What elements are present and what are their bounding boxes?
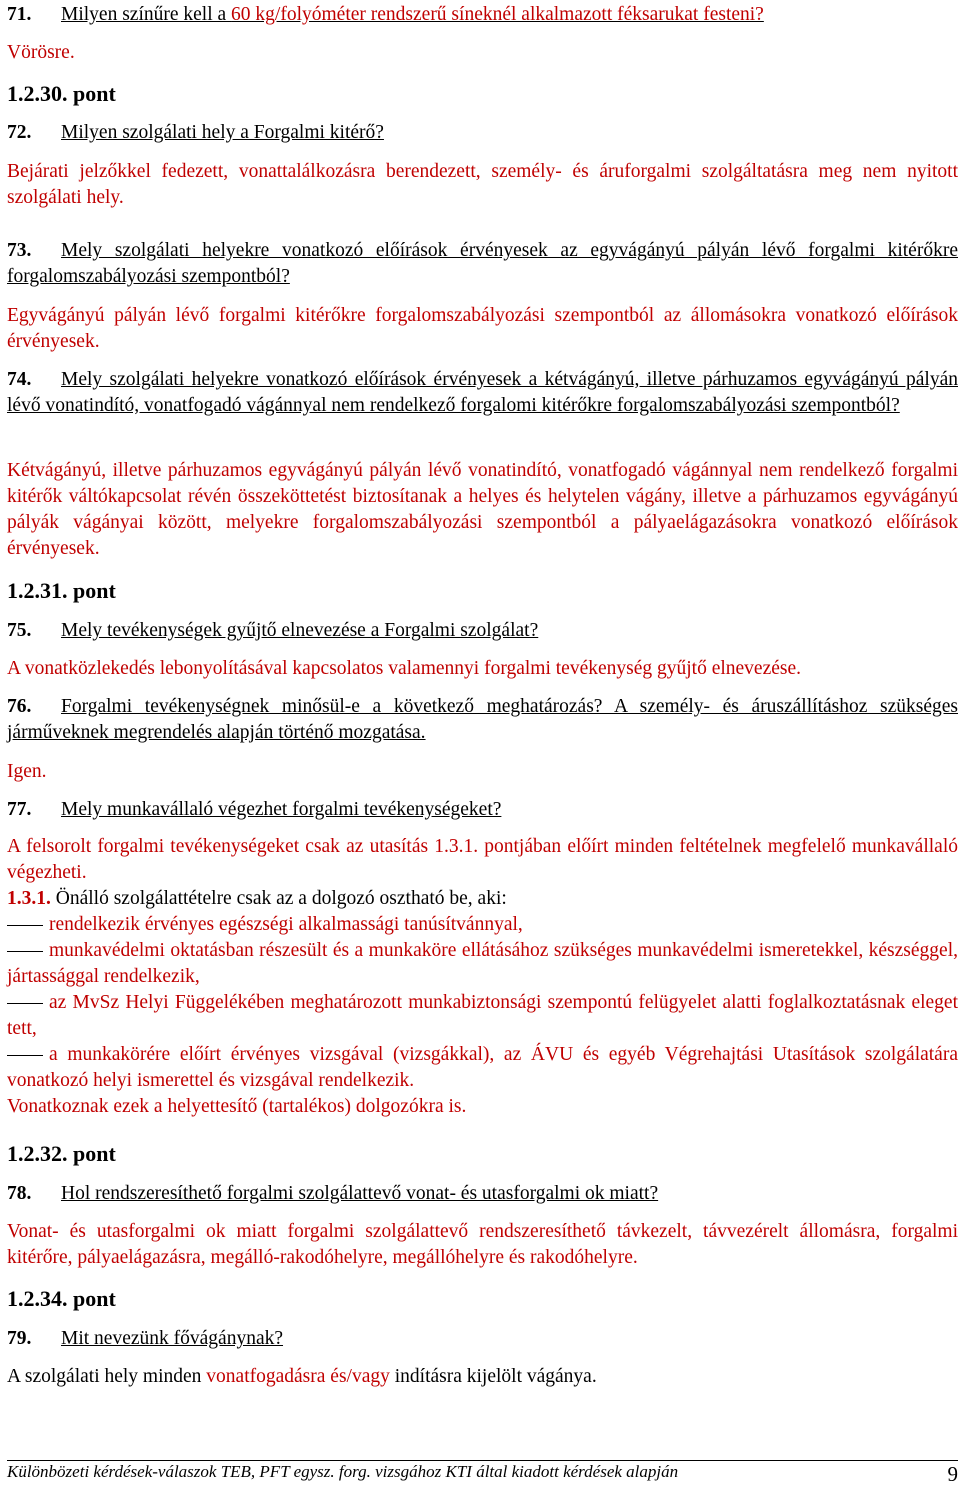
question-72: 72. Milyen szolgálati hely a Forgalmi kitérő?: [7, 122, 384, 143]
answer-71: Vörösre.: [7, 42, 75, 63]
question-78: 78. Hol rendszeresíthető forgalmi szolgálattevő vonat- és utasforgalmi ok miatt?: [7, 1183, 659, 1204]
page-footer: [7, 1460, 958, 1484]
question-77: 77. Mely munkavállaló végezhet forgalmi tevékenységeket?: [7, 799, 502, 820]
question-74: 74. Mely szolgálati helyekre vonatkozó előírások érvényesek a kétvágányú, illetve párhuzamos egyvágányú pályán lévő vonatindító, vonatfogadó vágánnyal nem rendelkező forgalomi kitérőkre forgalomszabályozási szempontból?: [7, 369, 958, 416]
answer-79: A szolgálati hely minden vonatfogadásra és/vagy indításra kijelölt vágánya.: [7, 1366, 597, 1387]
list-item: az MvSz Helyi Függelékében meghatározott munkabiztonsági szempontú felügyelet alatti foglalkoztatásnak eleget tett,: [7, 992, 958, 1039]
list-item: rendelkezik érvényes egészségi alkalmassági tanúsítvánnyal,: [7, 912, 958, 938]
answer-77: A felsorolt forgalmi tevékenységeket csak az utasítás 1.3.1. pontjában előírt minden feltételnek megfelelő munkavállaló végezheti. 1.3.1. Önálló szolgálattételre csak az a dolgozó osztható be, aki: rendelkezik érvényes egészségi alkalmassági tanúsítvánnyal, munkavédelmi oktatásban részesült és a munkaköre ellátásához szükséges munkavédelmi ismeretekkel, készséggel, jártassággal rendelkezik, az MvSz Helyi Függelékében meghatározott munkabiztonsági szempontú felügyelet alatti foglalkoztatásnak eleget tett, a munkakörére előírt érvényes vizsgával (vizsgákkal), az ÁVU és egyéb Végrehajtási Utasítások szolgálatára vonatkozó helyi ismerettel és vizsgával rendelkezik. Vonatkoznak ezek a helyettesítő (tartalékos) dolgozókra is.: [7, 836, 958, 1117]
page-number: 9: [947, 1462, 958, 1486]
question-79: 79. Mit nevezünk fővágánynak?: [7, 1328, 284, 1349]
question-75: 75. Mely tevékenységek gyűjtő elnevezése a Forgalmi szolgálat?: [7, 620, 539, 641]
question-number: 71.: [7, 4, 32, 25]
answer-78: Vonat- és utasforgalmi ok miatt forgalmi szolgálattevő rendszeresíthető távkezelt, távvezérelt állomásra, forgalmi kitérőre, pályaelágazásra, megálló-rakodóhelyre, megállóhelyre és rakodóhelyre.: [7, 1221, 958, 1268]
list-item: a munkakörére előírt érvényes vizsgával (vizsgákkal), az ÁVU és egyéb Végrehajtási Utasítások szolgálatára vonatkozó helyi ismerettel és vizsgával rendelkezik.: [7, 1044, 958, 1091]
section-heading: 1.2.34. pont: [7, 1286, 116, 1311]
dash-icon: [7, 951, 43, 952]
footer-divider: [7, 1460, 958, 1461]
list-item: munkavédelmi oktatásban részesült és a munkaköre ellátásához szükséges munkavédelmi ismeretekkel, készséggel, jártassággal rendelkezik,: [7, 940, 958, 987]
answer-73: Egyvágányú pályán lévő forgalmi kitérőkre forgalomszabályozási szempontból az állomásokra vonatkozó előírások érvényesek.: [7, 305, 958, 352]
answer-74: Kétvágányú, illetve párhuzamos egyvágányú pályán lévő vonatindító, vonatfogadó vágánnyal nem rendelkező forgalmi kitérők váltókapcsolat révén összeköttetést biztosítanak a helyes és helytelen vágány, illetve a párhuzamos egyvágányú pályák vágányai között, melyekre forgalomszabályozási szempontból a pályaelágazásokra vonatkozó előírások érvényesek.: [7, 460, 958, 559]
section-heading: 1.2.32. pont: [7, 1141, 116, 1166]
dash-icon: [7, 1003, 43, 1004]
section-heading: 1.2.30. pont: [7, 81, 116, 106]
section-heading: 1.2.31. pont: [7, 578, 116, 603]
answer-75: A vonatközlekedés lebonyolításával kapcsolatos valamennyi forgalmi tevékenység gyűjtő elnevezése.: [7, 658, 802, 679]
question-71: [7, 2, 958, 28]
question-73: 73. Mely szolgálati helyekre vonatkozó előírások érvényesek az egyvágányú pályán lévő forgalmi kitérőkre forgalomszabályozási szempontból?: [7, 240, 958, 287]
dash-icon: [7, 925, 43, 926]
question-text: Milyen színűre kell a 60 kg/folyóméter rendszerű síneknél alkalmazott féksarukat festeni?: [61, 4, 764, 25]
answer-76: Igen.: [7, 761, 47, 782]
footer-text: Különbözeti kérdések-válaszok TEB, PFT egysz. forg. vizsgához KTI által kiadott kérdések alapján: [7, 1462, 679, 1481]
answer-72: Bejárati jelzőkkel fedezett, vonattalálkozásra berendezett, személy- és áruforgalmi szolgáltatásra meg nem nyitott szolgálati hely.: [7, 161, 958, 208]
dash-icon: [7, 1055, 43, 1056]
question-76: 76. Forgalmi tevékenységnek minősül-e a következő meghatározás? A személy- és áruszállításhoz szükséges járműveknek megrendelés alapján történő mozgatása.: [7, 696, 958, 743]
